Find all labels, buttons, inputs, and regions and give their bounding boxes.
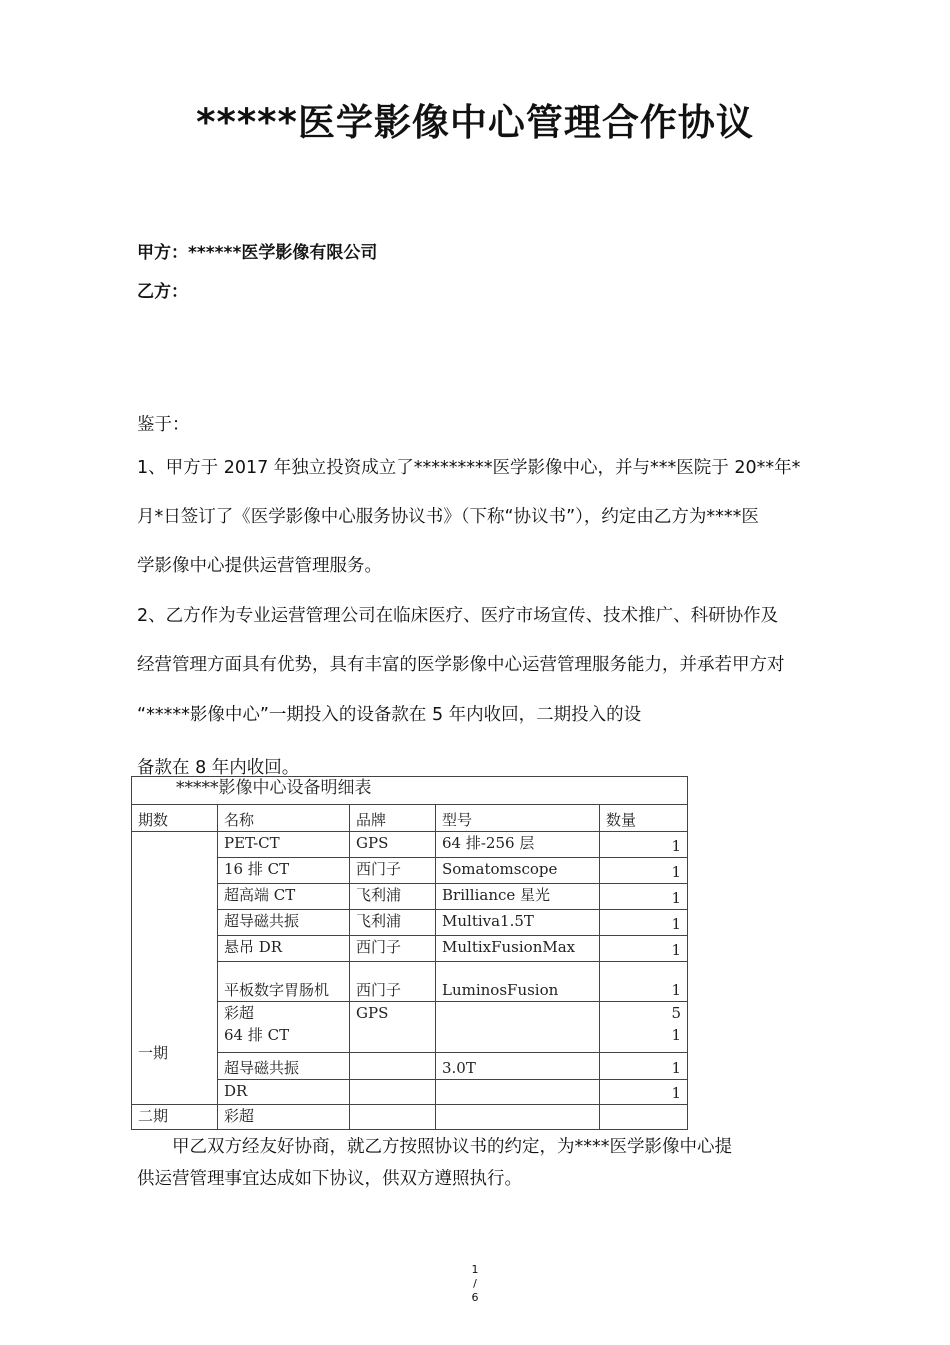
equipment-brand: 西门子 xyxy=(350,962,436,1002)
equipment-name: 16 排 CT xyxy=(218,858,350,884)
equipment-brand: GPS xyxy=(350,832,436,858)
equipment-qty xyxy=(600,1105,688,1130)
party-a: 甲方：******医学影像有限公司 xyxy=(137,243,378,263)
equipment-brand xyxy=(350,1105,436,1130)
equipment-qty: 1 xyxy=(600,910,688,936)
equipment-model: 3.0T xyxy=(436,1053,600,1080)
period-cell-1 xyxy=(132,832,218,1105)
header-period: 期数 xyxy=(132,805,218,832)
table-caption: *****影像中心设备明细表 xyxy=(132,777,688,805)
header-name: 名称 xyxy=(218,805,350,832)
equipment-brand xyxy=(350,1053,436,1080)
clause-1-line-2: 月*日签订了《医学影像中心服务协议书》（下称“协议书”），约定由乙方为****医 xyxy=(137,507,759,527)
equipment-name: 彩超 xyxy=(224,1004,255,1022)
document-title: *****医学影像中心管理合作协议 xyxy=(196,101,754,144)
page-separator: / xyxy=(473,1277,477,1290)
equipment-qty: 5 xyxy=(671,1004,682,1022)
whereas-heading: 鉴于： xyxy=(137,415,190,435)
period-label-1: 一期 xyxy=(138,1044,169,1062)
clause-1-line-1: 1、甲方于 2017 年独立投资成立了*********医学影像中心，并与***医院于 20**年* xyxy=(137,458,801,478)
equipment-name: 悬吊 DR xyxy=(218,936,350,962)
equipment-model: Multiva1.5T xyxy=(436,910,600,936)
header-model: 型号 xyxy=(436,805,600,832)
equipment-brand: GPS xyxy=(350,1002,436,1053)
page-total: 6 xyxy=(471,1291,479,1304)
closing-line-2: 供运营管理事宜达成如下协议，供双方遵照执行。 xyxy=(137,1169,522,1189)
table-header-row xyxy=(132,805,688,832)
equipment-name-secondary: 64 排 CT xyxy=(224,1026,290,1044)
clause-1-line-3: 学影像中心提供运营管理服务。 xyxy=(137,556,382,576)
equipment-brand xyxy=(350,1080,436,1105)
clause-2-line-4: 备款在 8 年内收回。 xyxy=(137,758,300,778)
equipment-qty: 1 xyxy=(600,832,688,858)
table-caption-row xyxy=(132,777,688,805)
period-label-2: 二期 xyxy=(132,1105,218,1130)
equipment-brand: 西门子 xyxy=(350,858,436,884)
equipment-qty-cell xyxy=(600,1002,688,1053)
equipment-model xyxy=(436,1080,600,1105)
equipment-qty: 1 xyxy=(600,1053,688,1080)
page-number xyxy=(0,1263,950,1305)
equipment-name: 超导磁共振 xyxy=(218,910,350,936)
equipment-name: 超高端 CT xyxy=(218,884,350,910)
equipment-name: DR xyxy=(218,1080,350,1105)
equipment-model xyxy=(436,1105,600,1130)
equipment-model: LuminosFusion xyxy=(436,962,600,1002)
closing-line-1: 甲乙双方经友好协商，就乙方按照协议书的约定，为****医学影像中心提 xyxy=(172,1137,732,1157)
equipment-model: Somatomscope xyxy=(436,858,600,884)
equipment-brand: 飞利浦 xyxy=(350,884,436,910)
equipment-model: 64 排-256 层 xyxy=(436,832,600,858)
equipment-brand: 西门子 xyxy=(350,936,436,962)
equipment-qty: 1 xyxy=(600,962,688,1002)
clause-2-line-3: “*****影像中心”一期投入的设备款在 5 年内收回，二期投入的设 xyxy=(137,705,642,725)
clause-2-line-1: 2、乙方作为专业运营管理公司在临床医疗、医疗市场宣传、技术推广、科研协作及 xyxy=(137,606,779,626)
equipment-qty: 1 xyxy=(600,936,688,962)
equipment-qty: 1 xyxy=(600,858,688,884)
equipment-model: Brilliance 星光 xyxy=(436,884,600,910)
equipment-model: MultixFusionMax xyxy=(436,936,600,962)
clause-2-line-2: 经营管理方面具有优势，具有丰富的医学影像中心运营管理服务能力，并承若甲方对 xyxy=(137,655,785,675)
header-quantity: 数量 xyxy=(600,805,688,832)
table-row xyxy=(132,1105,688,1130)
equipment-table xyxy=(131,776,688,1130)
equipment-name: 超导磁共振 xyxy=(218,1053,350,1080)
equipment-qty: 1 xyxy=(600,884,688,910)
equipment-name: 彩超 xyxy=(218,1105,350,1130)
party-b: 乙方： xyxy=(137,282,188,302)
table-row xyxy=(132,832,688,858)
equipment-brand: 飞利浦 xyxy=(350,910,436,936)
equipment-name: 平板数字胃肠机 xyxy=(218,962,350,1002)
equipment-name: PET-CT xyxy=(218,832,350,858)
equipment-model xyxy=(436,1002,600,1053)
equipment-qty-secondary: 1 xyxy=(671,1026,682,1044)
equipment-qty: 1 xyxy=(600,1080,688,1105)
page-current: 1 xyxy=(471,1263,479,1276)
header-brand: 品牌 xyxy=(350,805,436,832)
equipment-name-cell xyxy=(218,1002,350,1053)
